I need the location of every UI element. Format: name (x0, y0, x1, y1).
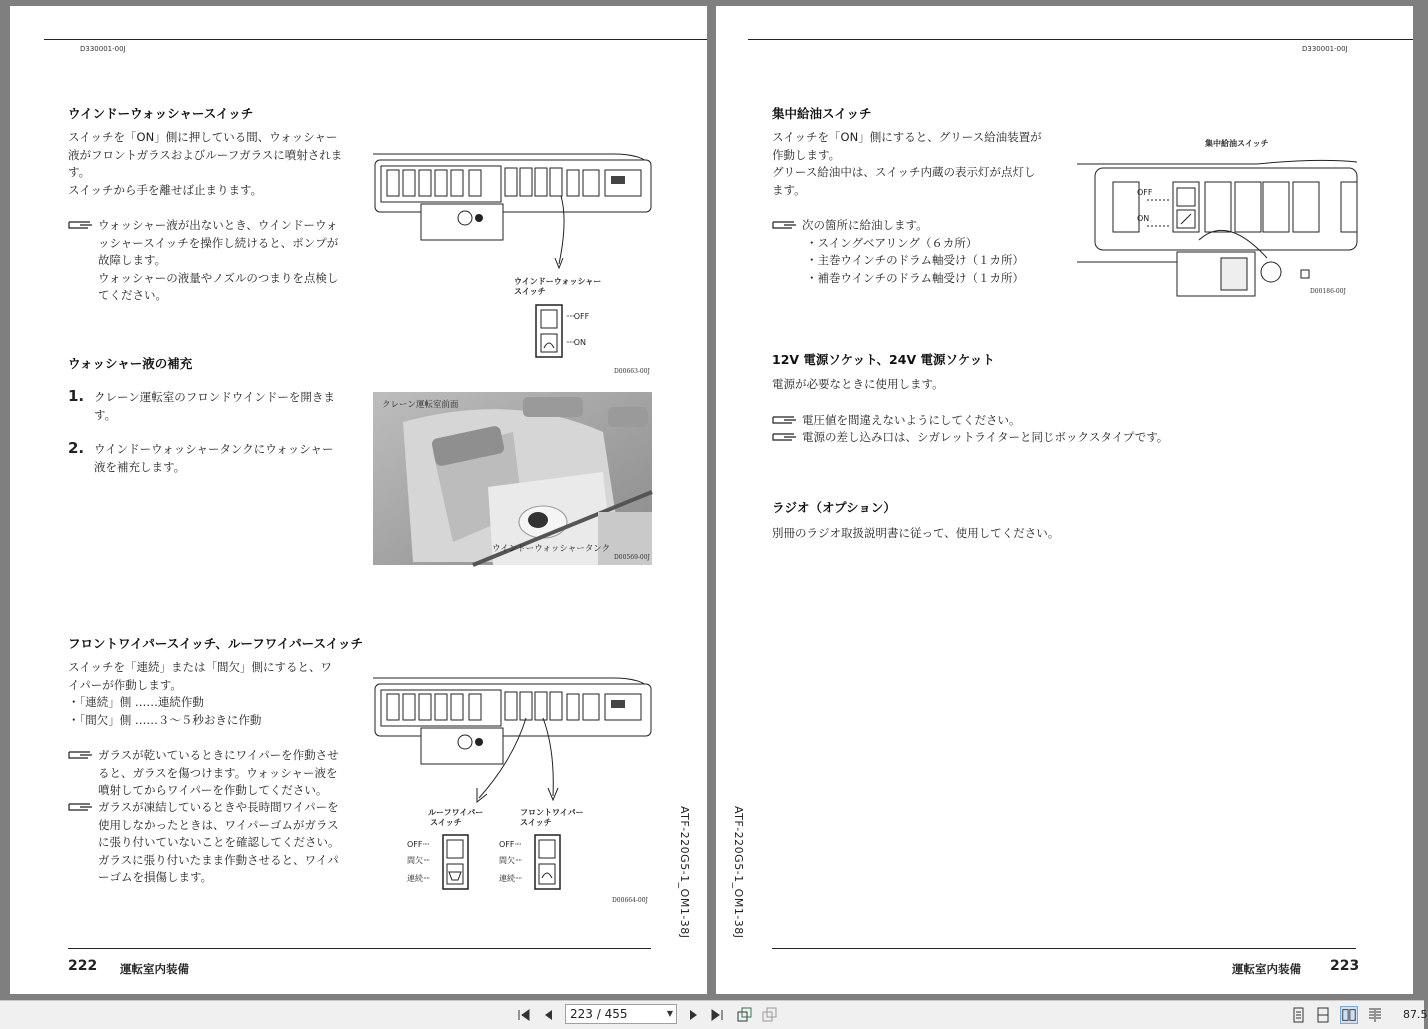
prev-page-icon[interactable] (540, 1006, 558, 1024)
socket-note-1 (772, 412, 1402, 430)
top-rule (748, 39, 1413, 40)
pointing-hand-icon (772, 415, 798, 425)
washer-switch-label (514, 277, 601, 297)
socket-body: 電源が必要なときに使用します。 (772, 377, 944, 391)
label-line: スイッチ (430, 818, 462, 827)
section-title-socket: 12V 電源ソケット、24V 電源ソケット (772, 352, 995, 367)
body-line: グリース給油中は、スイッチ内蔵の表示灯が点灯し (772, 165, 1036, 179)
body-line: スイッチから手を離せば止まります。 (68, 182, 263, 197)
side-doc-code: ATF-220G5-1_OM1-38J (732, 806, 745, 939)
pointing-hand-icon (68, 802, 94, 812)
body-line: イパーが作動します。 (68, 677, 182, 692)
note-line: ッシャースイッチを操作し続けると、ポンプが (98, 235, 339, 250)
note-line: に張り付いていないことを確認してください。 (98, 835, 340, 849)
body-line: スイッチを「ON」側にすると、グリース給油装置が (772, 130, 1042, 144)
section-title-grease: 集中給油スイッチ (772, 106, 872, 121)
chevron-down-icon[interactable]: ▼ (666, 1009, 673, 1018)
radio-body: 別冊のラジオ取扱説明書に従って、使用してください。 (772, 526, 1060, 540)
continuous-text: 連続 (499, 874, 515, 883)
on-text: ON (573, 338, 586, 347)
step-number: 1. (68, 387, 85, 405)
step-text: 液を補充します。 (94, 459, 186, 474)
note-line: 電源の差し込み口は、シガレットライターと同じボックスタイプです。 (802, 430, 1169, 444)
section-title-radio: ラジオ（オプション） (772, 500, 896, 515)
intermittent-text: 間欠 (499, 856, 515, 865)
bottom-rule (68, 948, 651, 949)
body-line: スイッチを「連続」または「間欠」側にすると、ワ (68, 660, 333, 674)
note-item: ・スイングベアリング（６カ所） (806, 235, 978, 250)
page-number: 222 (68, 958, 98, 974)
continuous-text: 連続 (407, 874, 423, 883)
body-line: スイッチを「ON」側に押している間、ウォッシャー (68, 130, 338, 144)
off-text: OFF (407, 840, 423, 849)
body-line: 液がフロントガラスおよびルーフガラスに噴射されます。 (68, 147, 343, 179)
label-line: スイッチ (520, 818, 552, 827)
dashboard-illustration (373, 146, 653, 241)
socket-note-2 (772, 429, 1402, 447)
body-line: ます。 (772, 182, 806, 197)
bottom-rule (772, 948, 1356, 949)
grease-switch-label: 集中給油スイッチ (1205, 139, 1269, 148)
off-text: OFF (573, 312, 590, 321)
first-page-icon[interactable] (515, 1006, 533, 1024)
single-page-view-icon[interactable] (1289, 1006, 1307, 1024)
page-title: 運転室内装備 (120, 962, 189, 976)
section-title-washer: ウインドーウォッシャースイッチ (68, 106, 254, 121)
figure-code: D00664-00J (612, 897, 648, 904)
front-off-label: OFF···· (499, 840, 521, 849)
figure-code: D00186-00J (1310, 288, 1346, 295)
page-title: 運転室内装備 (1232, 962, 1301, 976)
note-line: 使用しなかったときは、ワイパーゴムがガラス (98, 817, 339, 832)
grease-body (772, 129, 1062, 199)
label-off: ·····OFF (566, 312, 590, 321)
note-line: ガラスが凍結しているときや長時間ワイパーを (98, 800, 339, 814)
front-continuous-label: 連続···· (499, 874, 522, 883)
pointing-hand-icon (68, 220, 94, 230)
right-page (716, 6, 1413, 994)
figure-code: D00663-00J (614, 368, 650, 375)
note-line: 故障します。 (98, 253, 167, 267)
roof-off-label: OFF···· (407, 840, 429, 849)
roof-intermittent-label: 間欠···· (407, 856, 430, 865)
step-text: クレーン運転室のフロンドウインドーを開きま (94, 390, 335, 404)
grease-switch-illustration (1077, 154, 1357, 299)
page-number-field[interactable] (565, 1004, 677, 1024)
intermittent-text: 間欠 (407, 856, 423, 865)
pointing-hand-icon (772, 432, 798, 442)
grease-off-label: OFF (1137, 188, 1153, 197)
left-page (10, 6, 707, 994)
pointing-hand-icon (772, 220, 798, 230)
note-line: ガラスが乾いているときにワイパーを作動させ (98, 748, 339, 762)
grease-on-label: ON (1137, 214, 1150, 223)
pointing-hand-icon (68, 750, 94, 760)
rotate-icon[interactable] (735, 1006, 753, 1024)
two-page-view-icon[interactable] (1340, 1006, 1358, 1024)
front-intermittent-label: 間欠···· (499, 856, 522, 865)
note-line: 次の箇所に給油します。 (802, 218, 928, 232)
note-line: てください。 (98, 288, 167, 302)
note-line: 噴射してからワイパーを作動してください。 (98, 783, 328, 797)
washer-body (68, 129, 353, 199)
note-line: ガラスに張り付いたまま作動させると、ワイパ (98, 852, 339, 867)
roof-wiper-switch-icon (442, 834, 470, 890)
step-2 (68, 441, 379, 476)
step-text: ウインドーウォッシャータンクにウォッシャー (94, 442, 334, 456)
cab-front-photo (373, 392, 652, 565)
doc-id: D330001-00J (80, 45, 126, 53)
wiper-dashboard-illustration (373, 670, 653, 810)
label-line: スイッチ (514, 287, 546, 296)
label-on: ·····ON (566, 338, 586, 347)
photo-label: クレーン運転室前面 (382, 400, 459, 410)
step-text: す。 (94, 407, 117, 422)
label-line: フロントワイパー (520, 808, 584, 817)
doc-id: D330001-00J (1302, 45, 1348, 53)
last-page-icon[interactable] (708, 1006, 726, 1024)
zoom-level[interactable]: 87.5 (1403, 1008, 1428, 1021)
wiper-note-1 (68, 747, 388, 800)
photo-code: D00569-00J (614, 554, 650, 561)
page-number: 223 (1330, 958, 1360, 974)
label-line: ルーフワイパー (428, 808, 484, 817)
note-item: ・主巻ウインチのドラム軸受け（１カ所） (806, 253, 1025, 267)
two-page-continuous-icon[interactable] (1366, 1006, 1384, 1024)
tank-label: ウインドーウォッシャータンク (492, 544, 611, 554)
roof-continuous-label: 連続···· (407, 874, 430, 883)
washer-note (68, 217, 388, 305)
front-wiper-label (520, 808, 584, 828)
body-line: ・「間欠」側 ……３～５秒おきに作動 (68, 712, 262, 727)
continuous-view-icon[interactable] (1314, 1006, 1332, 1024)
body-line: ・「連続」側 ……連続作動 (68, 695, 204, 709)
note-line: ーゴムを損傷します。 (98, 870, 213, 884)
top-rule (44, 39, 707, 40)
body-line: 作動します。 (772, 147, 841, 162)
step-1 (68, 389, 379, 424)
section-title-wiper: フロントワイパースイッチ、ルーフワイパースイッチ (68, 636, 364, 651)
off-text: OFF (499, 840, 515, 849)
note-line: 電圧値を間違えないようにしてください。 (802, 413, 1021, 427)
next-page-icon[interactable] (684, 1006, 702, 1024)
viewer-toolbar (0, 1000, 1428, 1029)
note-item: ・補巻ウインチのドラム軸受け（１カ所） (806, 270, 1025, 285)
side-doc-code: ATF-220G5-1_OM1-38J (678, 806, 691, 939)
label-line: ウインドーウォッシャー (514, 277, 602, 286)
note-line: ウォッシャーの液量やノズルのつまりを点検し (98, 270, 339, 285)
washer-switch-icon (535, 304, 565, 358)
section-title-refill: ウォッシャー液の補充 (68, 356, 193, 371)
grease-note (772, 217, 1092, 287)
front-wiper-switch-icon (534, 834, 562, 890)
rotate-alt-icon[interactable] (760, 1006, 778, 1024)
wiper-body (68, 659, 353, 729)
roof-wiper-label (428, 808, 483, 828)
page-number-value: 223 / 455 (570, 1007, 628, 1021)
note-line: ると、ガラスを傷つけます。ウォッシャー液を (98, 765, 338, 780)
wiper-note-2 (68, 799, 388, 887)
note-line: ウォッシャー液が出ないとき、ウインドーウォ (98, 218, 338, 232)
step-number: 2. (68, 439, 85, 457)
